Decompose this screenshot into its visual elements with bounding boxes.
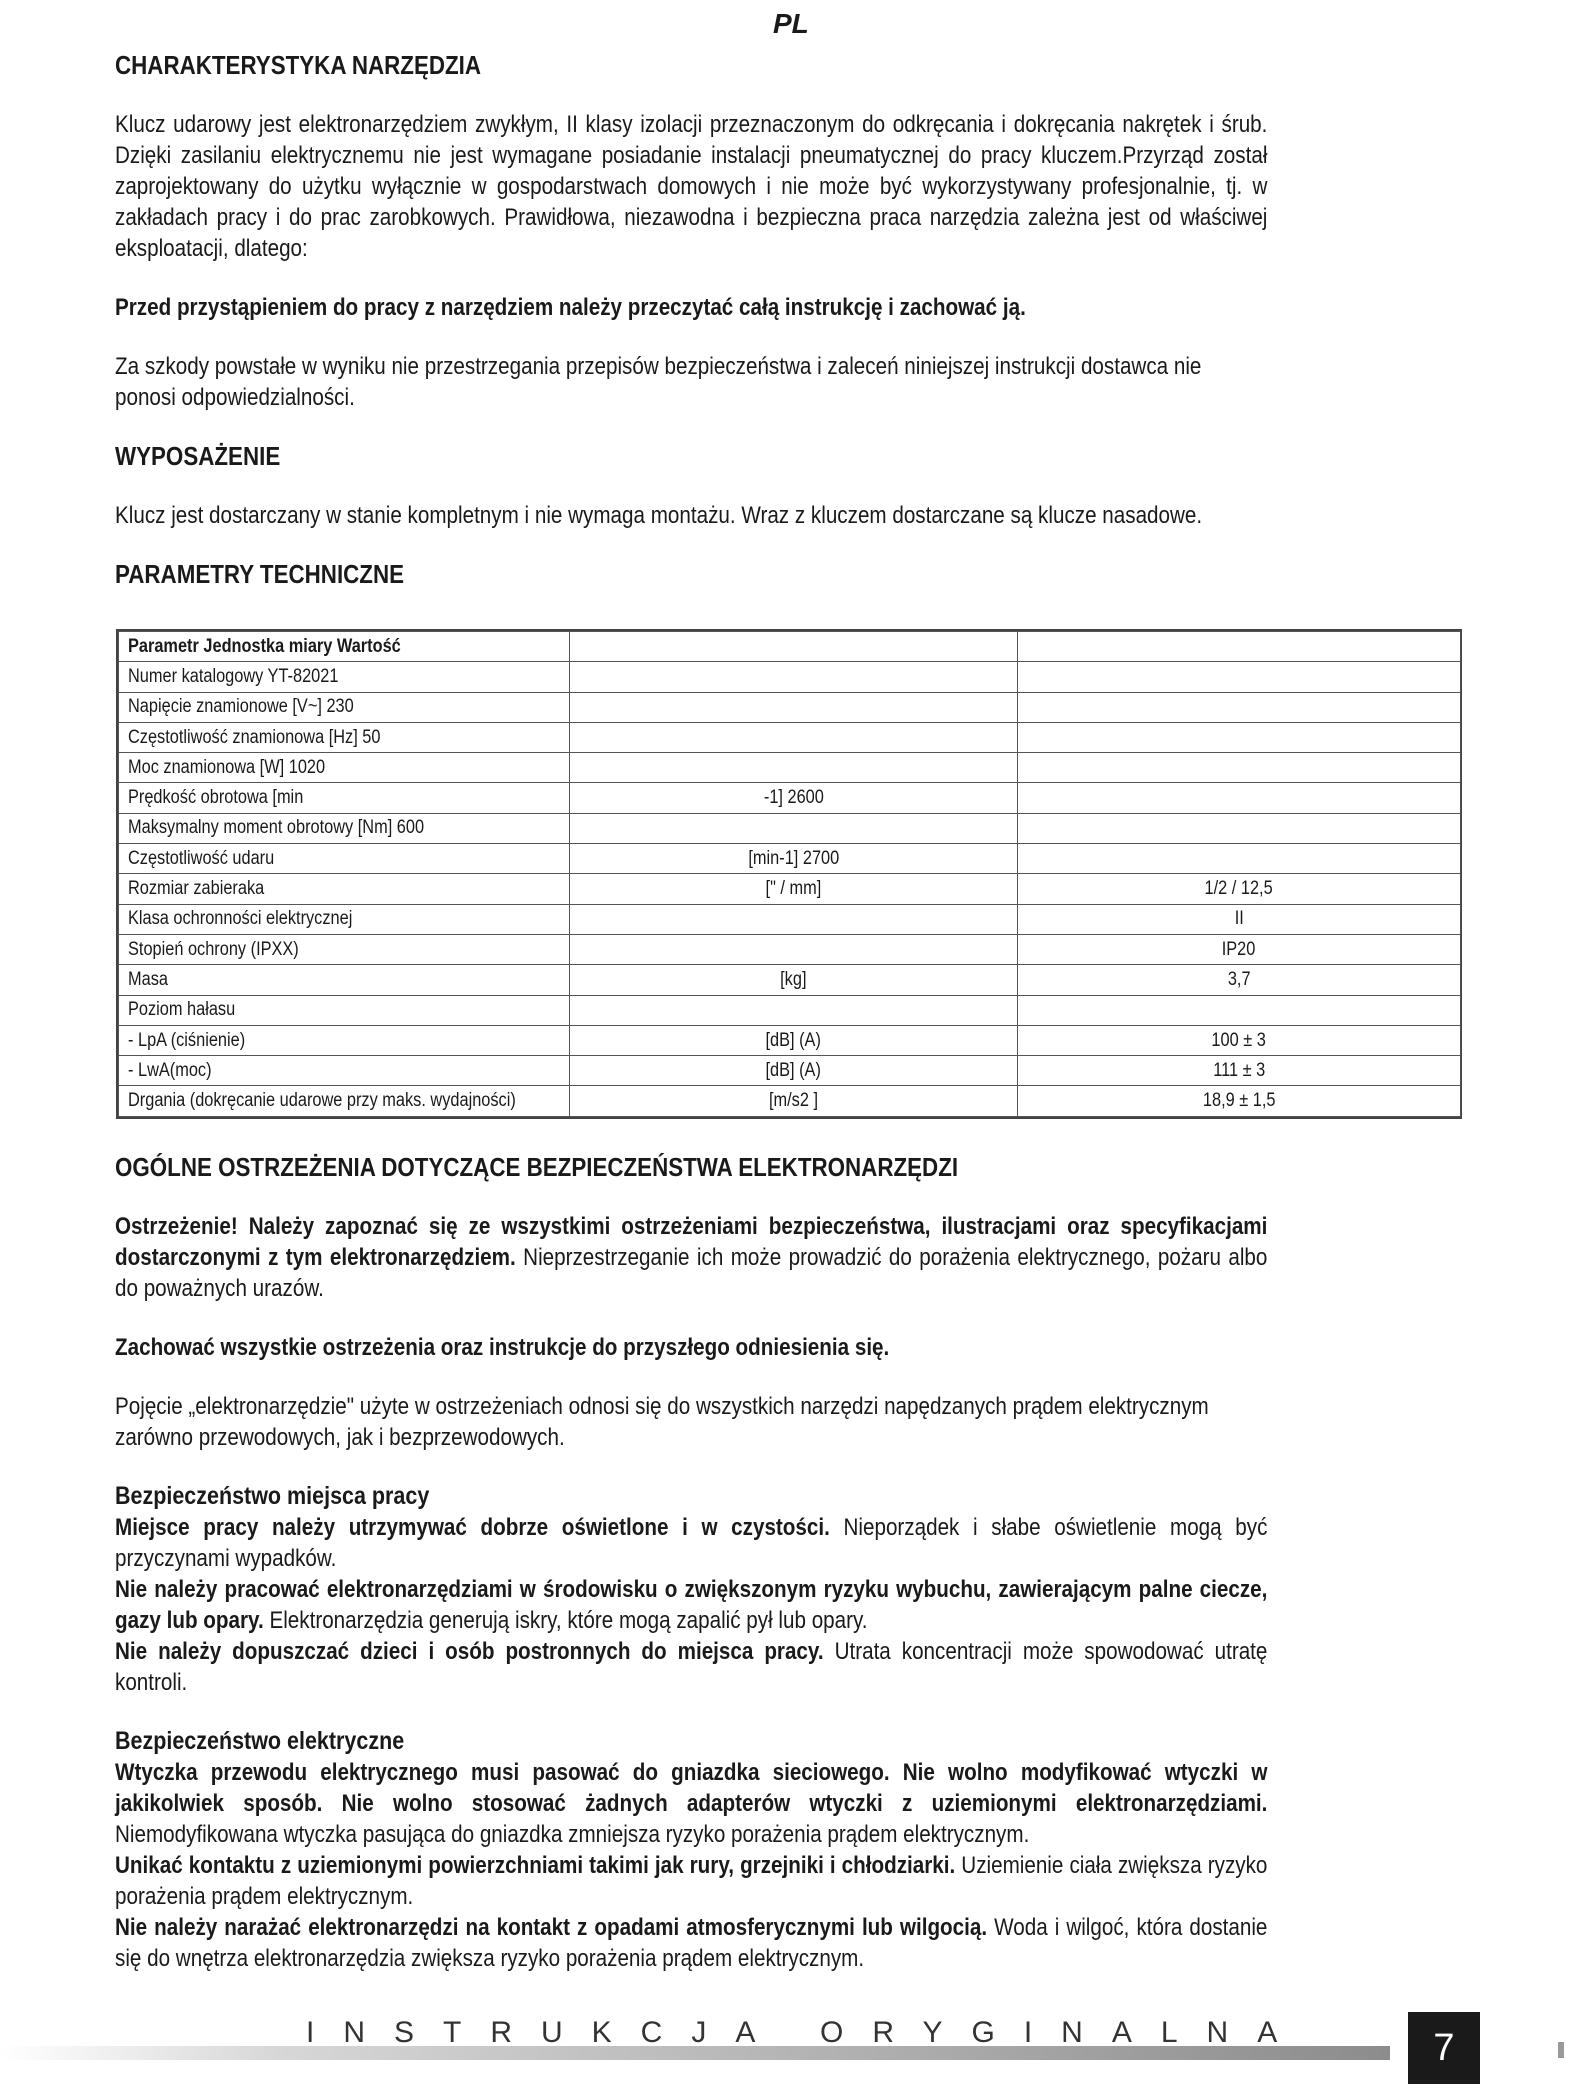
table-cell-text: Napięcie znamionowe [V~] 230 bbox=[128, 696, 354, 718]
table-cell bbox=[570, 844, 1018, 874]
keep-warnings-notice: Zachować wszystkie ostrzeżenia oraz instrukcje do przyszłego odniesienia się. bbox=[115, 1334, 890, 1361]
table-cell bbox=[119, 632, 570, 662]
table-cell bbox=[1018, 1056, 1461, 1086]
table-cell-text: [kg] bbox=[780, 968, 807, 990]
table-cell bbox=[1018, 874, 1461, 904]
table-cell-text: 111 ± 3 bbox=[1213, 1059, 1265, 1081]
table-cell-text: 1/2 / 12,5 bbox=[1204, 878, 1274, 900]
table-row bbox=[119, 722, 1461, 752]
electrical-rule-2 bbox=[115, 1850, 1267, 1912]
table-cell bbox=[1018, 813, 1461, 843]
table-cell bbox=[570, 632, 1018, 662]
warning-paragraph bbox=[115, 1211, 1267, 1304]
table-cell bbox=[119, 965, 570, 995]
table-cell-text: Parametr Jednostka miary Wartość bbox=[128, 635, 401, 657]
table-cell-text: 3,7 bbox=[1227, 968, 1251, 990]
heading-general-safety: OGÓLNE OSTRZEŻENIA DOTYCZĄCE BEZPIECZEŃSTWA ELEKTRONARZĘDZI bbox=[115, 1152, 959, 1182]
table-header-row bbox=[119, 632, 1461, 662]
table-cell bbox=[570, 904, 1018, 934]
table-cell bbox=[1018, 783, 1461, 813]
workplace-rule-3-bold: Nie należy dopuszczać dzieci i osób postronnych do miejsca pracy. bbox=[115, 1638, 824, 1665]
table-cell-text: - LpA (ciśnienie) bbox=[128, 1029, 246, 1051]
workplace-rule-2 bbox=[115, 1574, 1267, 1636]
table-cell bbox=[570, 1025, 1018, 1055]
table-cell bbox=[1018, 1086, 1461, 1116]
table-cell bbox=[570, 965, 1018, 995]
read-instructions-notice: Przed przystąpieniem do pracy z narzędziem należy przeczytać całą instrukcję i zachować ją. bbox=[115, 294, 1026, 321]
table-row bbox=[119, 995, 1461, 1025]
table-cell-text: Poziom hałasu bbox=[128, 999, 236, 1021]
table-cell bbox=[119, 1056, 570, 1086]
table-cell bbox=[119, 813, 570, 843]
workplace-rule-1-bold: Miejsce pracy należy utrzymywać dobrze oświetlone i w czystości. bbox=[115, 1514, 830, 1541]
table-cell bbox=[570, 783, 1018, 813]
heading-characteristics: CHARAKTERYSTYKA NARZĘDZIA bbox=[115, 50, 482, 80]
table-cell bbox=[1018, 844, 1461, 874]
table-cell bbox=[119, 753, 570, 783]
table-cell bbox=[119, 995, 570, 1025]
table-cell-text: -1] 2600 bbox=[763, 787, 824, 809]
table-cell bbox=[1018, 692, 1461, 722]
table-cell-text: [dB] (A) bbox=[765, 1059, 822, 1081]
table-cell bbox=[570, 1086, 1018, 1116]
table-row bbox=[119, 874, 1461, 904]
liability-paragraph: Za szkody powstałe w wyniku nie przestrzegania przepisów bezpieczeństwa i zaleceń niniejszej instrukcji dostawca nie ponosi odpowiedzialności. bbox=[115, 353, 1202, 411]
electrical-rule-1 bbox=[115, 1757, 1267, 1850]
table-cell bbox=[119, 874, 570, 904]
table-row bbox=[119, 965, 1461, 995]
table-cell-text: Klasa ochronności elektrycznej bbox=[128, 908, 353, 930]
table-cell-text: [dB] (A) bbox=[765, 1029, 822, 1051]
table-cell bbox=[1018, 995, 1461, 1025]
electrical-rule-3-bold: Nie należy narażać elektronarzędzi na kontakt z opadami atmosferycznymi lub wilgocią. bbox=[115, 1914, 988, 1941]
workplace-rule-3 bbox=[115, 1636, 1267, 1698]
table-cell-text: Stopień ochrony (IPXX) bbox=[128, 938, 299, 960]
footer-original-instruction: INSTRUKCJA ORYGINALNA bbox=[306, 2016, 1307, 2049]
heading-electrical-safety: Bezpieczeństwo elektryczne bbox=[115, 1727, 405, 1755]
table-cell-text: [m/s2 ] bbox=[768, 1090, 819, 1112]
table-cell-text: Numer katalogowy YT-82021 bbox=[128, 665, 339, 687]
term-definition-paragraph: Pojęcie „elektronarzędzie" użyte w ostrzeżeniach odnosi się do wszystkich narzędzi napędzanych prądem elektrycznym zarówno przewodowych, jak i bezprzewodowych. bbox=[115, 1393, 1209, 1451]
heading-equipment: WYPOSAŻENIE bbox=[115, 441, 281, 471]
table-cell-text: [" / mm] bbox=[765, 878, 822, 900]
table-row bbox=[119, 1086, 1461, 1116]
table-row bbox=[119, 904, 1461, 934]
table-cell bbox=[570, 662, 1018, 692]
workplace-rule-2-bold: Nie należy pracować elektronarzędziami w środowisku o zwiększonym ryzyku wybuchu, zawierającym palne ciecze, gazy lub opary. bbox=[115, 1576, 1268, 1634]
table-cell bbox=[570, 692, 1018, 722]
electrical-rule-2-normal: Uziemienie ciała zwiększa ryzyko porażenia prądem elektrycznym. bbox=[115, 1852, 1268, 1910]
table-cell bbox=[1018, 965, 1461, 995]
table-cell bbox=[119, 1025, 570, 1055]
technical-parameters-table bbox=[116, 629, 1462, 1119]
table-cell bbox=[119, 844, 570, 874]
warning-bold: Ostrzeżenie! Należy zapoznać się ze wszystkimi ostrzeżeniami bezpieczeństwa, ilustracjami oraz specyfikacjami dostarczonymi z tym elektronarzędziem. bbox=[115, 1213, 1268, 1271]
table-cell bbox=[570, 874, 1018, 904]
table-row bbox=[119, 1025, 1461, 1055]
table-cell-text: IP20 bbox=[1222, 938, 1256, 960]
table-cell bbox=[1018, 904, 1461, 934]
safety-section bbox=[115, 1152, 1267, 1974]
warning-normal: Nieprzestrzeganie ich może prowadzić do porażenia elektrycznego, pożaru albo do poważnych urazów. bbox=[115, 1244, 1268, 1302]
table-cell bbox=[570, 1056, 1018, 1086]
table-cell bbox=[570, 934, 1018, 964]
edge-marker bbox=[1558, 2042, 1564, 2058]
page-number: 7 bbox=[1408, 2012, 1480, 2084]
table-cell bbox=[119, 722, 570, 752]
table-row bbox=[119, 662, 1461, 692]
electrical-rule-3-normal: Woda i wilgoć, która dostanie się do wnętrza elektronarzędzia zwiększa ryzyko porażenia prądem elektrycznym. bbox=[115, 1914, 1268, 1972]
table-cell bbox=[570, 753, 1018, 783]
table-cell-text: 18,9 ± 1,5 bbox=[1202, 1090, 1276, 1112]
electrical-rule-3 bbox=[115, 1912, 1267, 1974]
table-cell-text: 100 ± 3 bbox=[1211, 1029, 1267, 1051]
workplace-rule-2-normal: Elektronarzędzia generują iskry, które mogą zapalić pył lub opary. bbox=[263, 1607, 868, 1634]
table-cell-text: - LwA(moc) bbox=[128, 1059, 212, 1081]
heading-workplace-safety: Bezpieczeństwo miejsca pracy bbox=[115, 1482, 430, 1510]
table-cell-text: II bbox=[1234, 908, 1244, 930]
intro-paragraph: Klucz udarowy jest elektronarzędziem zwykłym, II klasy izolacji przeznaczonym do odkręcania i dokręcania nakrętek i śrub. Dzięki zasilaniu elektrycznemu nie jest wymagane posiadanie instalacji pneumatycznej do pracy kluczem.Przyrząd został zaprojektowany do użytku wyłącznie w gospodarstwach domowych i nie może być wykorzystywany profesjonalnie, tj. w zakładach pracy i do prac zarobkowych. Prawidłowa, niezawodna i bezpieczna praca narzędzia zależna jest od właściwej eksploatacji, dlatego: bbox=[115, 111, 1268, 262]
table-cell bbox=[1018, 632, 1461, 662]
heading-technical-parameters: PARAMETRY TECHNICZNE bbox=[115, 559, 405, 589]
table-cell bbox=[119, 662, 570, 692]
table-cell bbox=[119, 692, 570, 722]
table-cell-text: Maksymalny moment obrotowy [Nm] 600 bbox=[128, 817, 425, 839]
electrical-rule-2-bold: Unikać kontaktu z uziemionymi powierzchniami takimi jak rury, grzejniki i chłodziarki. bbox=[115, 1852, 956, 1879]
workplace-rule-3-normal: Utrata koncentracji może spowodować utratę kontroli. bbox=[115, 1638, 1268, 1696]
table-cell bbox=[1018, 753, 1461, 783]
table-cell bbox=[570, 995, 1018, 1025]
table-cell bbox=[119, 904, 570, 934]
table-cell bbox=[1018, 1025, 1461, 1055]
table-cell-text: Drgania (dokręcanie udarowe przy maks. wydajności) bbox=[128, 1090, 516, 1112]
table-cell bbox=[119, 934, 570, 964]
table-cell bbox=[119, 783, 570, 813]
table-row bbox=[119, 692, 1461, 722]
equipment-paragraph: Klucz jest dostarczany w stanie kompletnym i nie wymaga montażu. Wraz z kluczem dostarczane są klucze nasadowe. bbox=[115, 502, 1203, 529]
table-cell bbox=[570, 813, 1018, 843]
electrical-rule-1-normal: Niemodyfikowana wtyczka pasująca do gniazdka zmniejsza ryzyko porażenia prądem elektrycznym. bbox=[115, 1821, 1030, 1848]
table-cell-text: Częstotliwość znamionowa [Hz] 50 bbox=[128, 726, 381, 748]
table-row bbox=[119, 753, 1461, 783]
table-row bbox=[119, 844, 1461, 874]
language-label: PL bbox=[773, 8, 809, 39]
electrical-rule-1-bold: Wtyczka przewodu elektrycznego musi pasować do gniazdka sieciowego. Nie wolno modyfikować wtyczki w jakikolwiek sposób. Nie wolno stosować żadnych adapterów wtyczki z uziemionymi elektronarzędziami. bbox=[115, 1759, 1268, 1817]
table-cell-text: Moc znamionowa [W] 1020 bbox=[128, 756, 326, 778]
table-row bbox=[119, 813, 1461, 843]
table-cell-text: [min-1] 2700 bbox=[748, 847, 839, 869]
table-row bbox=[119, 783, 1461, 813]
table-row bbox=[119, 1056, 1461, 1086]
table-cell-text: Masa bbox=[128, 968, 168, 990]
document-body bbox=[115, 50, 1267, 590]
workplace-rule-1 bbox=[115, 1512, 1267, 1574]
table-cell-text: Rozmiar zabieraka bbox=[128, 878, 265, 900]
table-cell bbox=[1018, 662, 1461, 692]
table-row bbox=[119, 934, 1461, 964]
table-cell-text: Prędkość obrotowa [min bbox=[128, 787, 304, 809]
table-cell bbox=[1018, 722, 1461, 752]
table-cell-text: Częstotliwość udaru bbox=[128, 847, 275, 869]
workplace-rule-1-normal: Nieporządek i słabe oświetlenie mogą być przyczynami wypadków. bbox=[115, 1514, 1268, 1572]
table-cell bbox=[119, 1086, 570, 1116]
table-cell bbox=[1018, 934, 1461, 964]
table-cell bbox=[570, 722, 1018, 752]
